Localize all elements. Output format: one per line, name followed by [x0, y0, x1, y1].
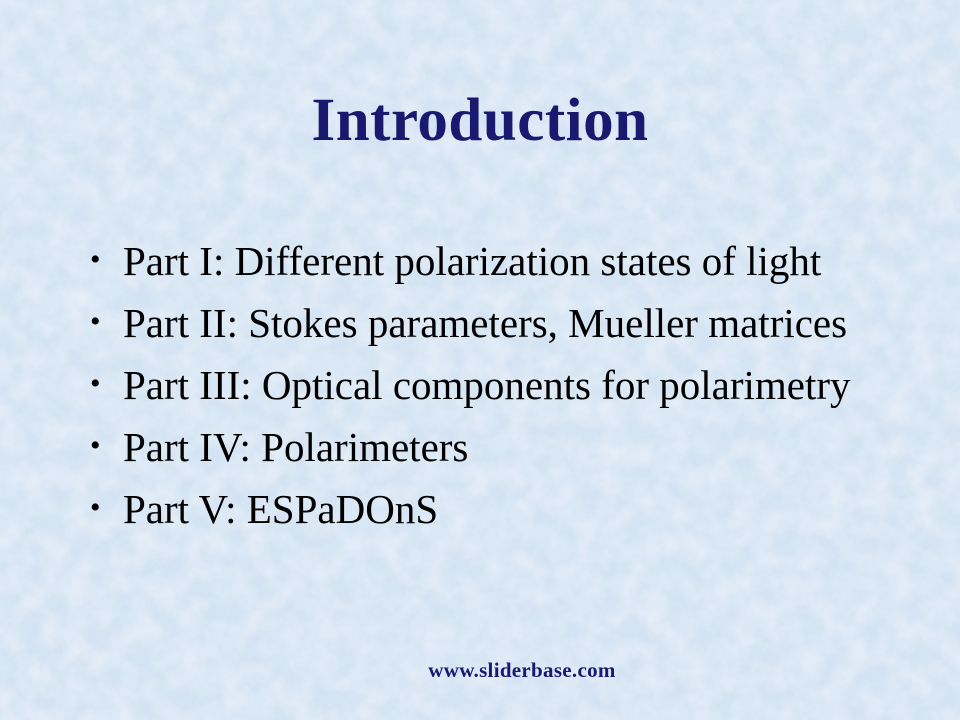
list-item [90, 416, 940, 478]
bullet-icon: • [90, 243, 101, 276]
bullet-icon: • [90, 305, 101, 338]
bullet-text-part-4: Part IV: Polarimeters [123, 424, 469, 470]
slide-title: Introduction [311, 87, 649, 154]
bullet-text-part-3: Part III: Optical components for polarimetry [123, 362, 851, 408]
bullet-text-part-2: Part II: Stokes parameters, Mueller matrices [123, 300, 848, 346]
footer-watermark: www.sliderbase.com [428, 658, 616, 682]
bullet-icon: • [90, 429, 101, 462]
list-item [90, 230, 940, 292]
bullet-icon: • [90, 491, 101, 524]
bullet-text-part-5: Part V: ESPaDOnS [123, 486, 439, 532]
bullet-list [90, 230, 940, 540]
list-item [90, 478, 940, 540]
list-item [90, 354, 940, 416]
bullet-text-part-1: Part I: Different polarization states of light [123, 238, 822, 284]
bullet-icon: • [90, 367, 101, 400]
list-item [90, 292, 940, 354]
